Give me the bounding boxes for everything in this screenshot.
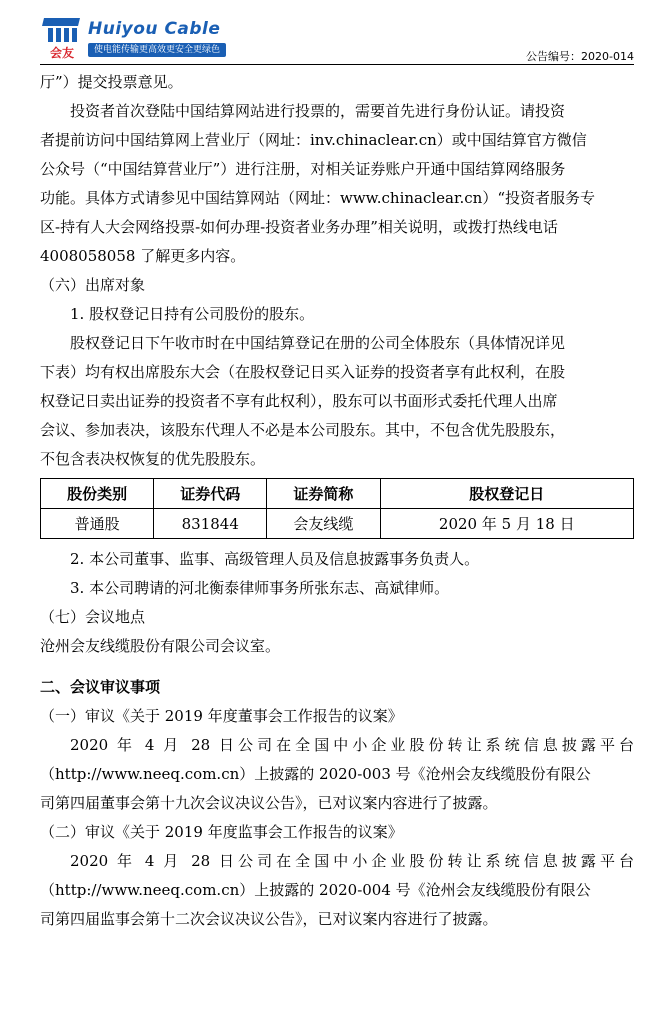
- text-line: 不包含表决权恢复的优先股股东。: [40, 450, 266, 468]
- table-header-cell: 股权登记日: [380, 479, 633, 509]
- table-header-cell: 证券简称: [267, 479, 380, 509]
- section-heading-agenda: 二、会议审议事项: [40, 678, 161, 696]
- text-line: 会议、参加表决，该股东代理人不必是本公司股东。其中，不包含优先股股东，: [40, 421, 566, 439]
- text-line: （http://www.neeq.com.cn）上披露的 2020-003 号《沧州会友线缆股份有限公: [40, 765, 591, 783]
- text-line: 司第四届监事会第十二次会议决议公告》，已对议案内容进行了披露。: [40, 910, 498, 928]
- text-line: 司第四届董事会第十九次会议决议公告》，已对议案内容进行了披露。: [40, 794, 498, 812]
- table-header-cell: 证券代码: [154, 479, 267, 509]
- text-line: 者提前访问中国结算网上营业厅（网址：inv.chinaclear.cn）或中国结算官方微信: [40, 131, 587, 149]
- text-line: （http://www.neeq.com.cn）上披露的 2020-004 号《沧州会友线缆股份有限公: [40, 881, 591, 899]
- announcement-number: 公告编号：2020-014: [526, 50, 634, 63]
- table-cell: 会友线缆: [267, 509, 380, 539]
- text-line: 区-持有人大会网络投票-如何办理-投资者业务办理”相关说明，或拨打热线电话: [40, 218, 558, 236]
- document-body: [40, 68, 634, 934]
- text-line: 4008058058 了解更多内容。: [40, 247, 246, 265]
- agenda-item-title: （二）审议《关于 2019 年度监事会工作报告的议案》: [40, 823, 403, 841]
- header-divider: [40, 64, 634, 65]
- agenda-item-title: （一）审议《关于 2019 年度董事会工作报告的议案》: [40, 707, 403, 725]
- text-line: 功能。具体方式请参见中国结算网站（网址：www.chinaclear.cn）“投资者服务专: [40, 189, 596, 207]
- brand-slogan: 使电能传输更高效更安全更绿色: [88, 43, 226, 57]
- table-header-cell: 股份类别: [41, 479, 154, 509]
- table-header-row: [41, 479, 634, 509]
- section-heading-venue: （七）会议地点: [40, 608, 146, 626]
- logo-mark-text: 会友: [49, 46, 75, 60]
- logo-mark-icon: [40, 16, 84, 60]
- table-row: [41, 509, 634, 539]
- text-line: 公众号（“中国结算营业厅”）进行注册，对相关证券账户开通中国结算网络服务: [40, 160, 566, 178]
- table-cell: 2020 年 5 月 18 日: [380, 509, 633, 539]
- list-item: 2. 本公司董事、监事、高级管理人员及信息披露事务负责人。: [70, 550, 480, 568]
- text-line: 股权登记日下午收市时在中国结算登记在册的公司全体股东（具体情况详见: [70, 334, 566, 352]
- page-header: [0, 0, 670, 64]
- table-cell: 普通股: [41, 509, 154, 539]
- table-cell: 831844: [154, 509, 267, 539]
- section-heading-attendees: （六）出席对象: [40, 276, 146, 294]
- text-line: 2020 年 4 月 28 日公司在全国中小企业股份转让系统信息披露平台: [70, 736, 634, 754]
- text-line: 下表）均有权出席股东大会（在股权登记日买入证券的投资者享有此权利，在股: [40, 363, 566, 381]
- text-line: 2020 年 4 月 28 日公司在全国中小企业股份转让系统信息披露平台: [70, 852, 634, 870]
- shareholder-table: [40, 478, 634, 539]
- text-line: 厅”）提交投票意见。: [40, 73, 183, 91]
- text-line: 沧州会友线缆股份有限公司会议室。: [40, 637, 281, 655]
- list-item: 3. 本公司聘请的河北衡泰律师事务所张东志、高斌律师。: [70, 579, 450, 597]
- text-line: 权登记日卖出证券的投资者不享有此权利），股东可以书面形式委托代理人出席: [40, 392, 558, 410]
- company-logo: [40, 16, 221, 60]
- text-line: 投资者首次登陆中国结算网站进行投票的，需要首先进行身份认证。请投资: [70, 102, 566, 120]
- list-item: 1. 股权登记日持有公司股份的股东。: [70, 305, 315, 323]
- brand-name: Huiyou Cable: [88, 19, 221, 39]
